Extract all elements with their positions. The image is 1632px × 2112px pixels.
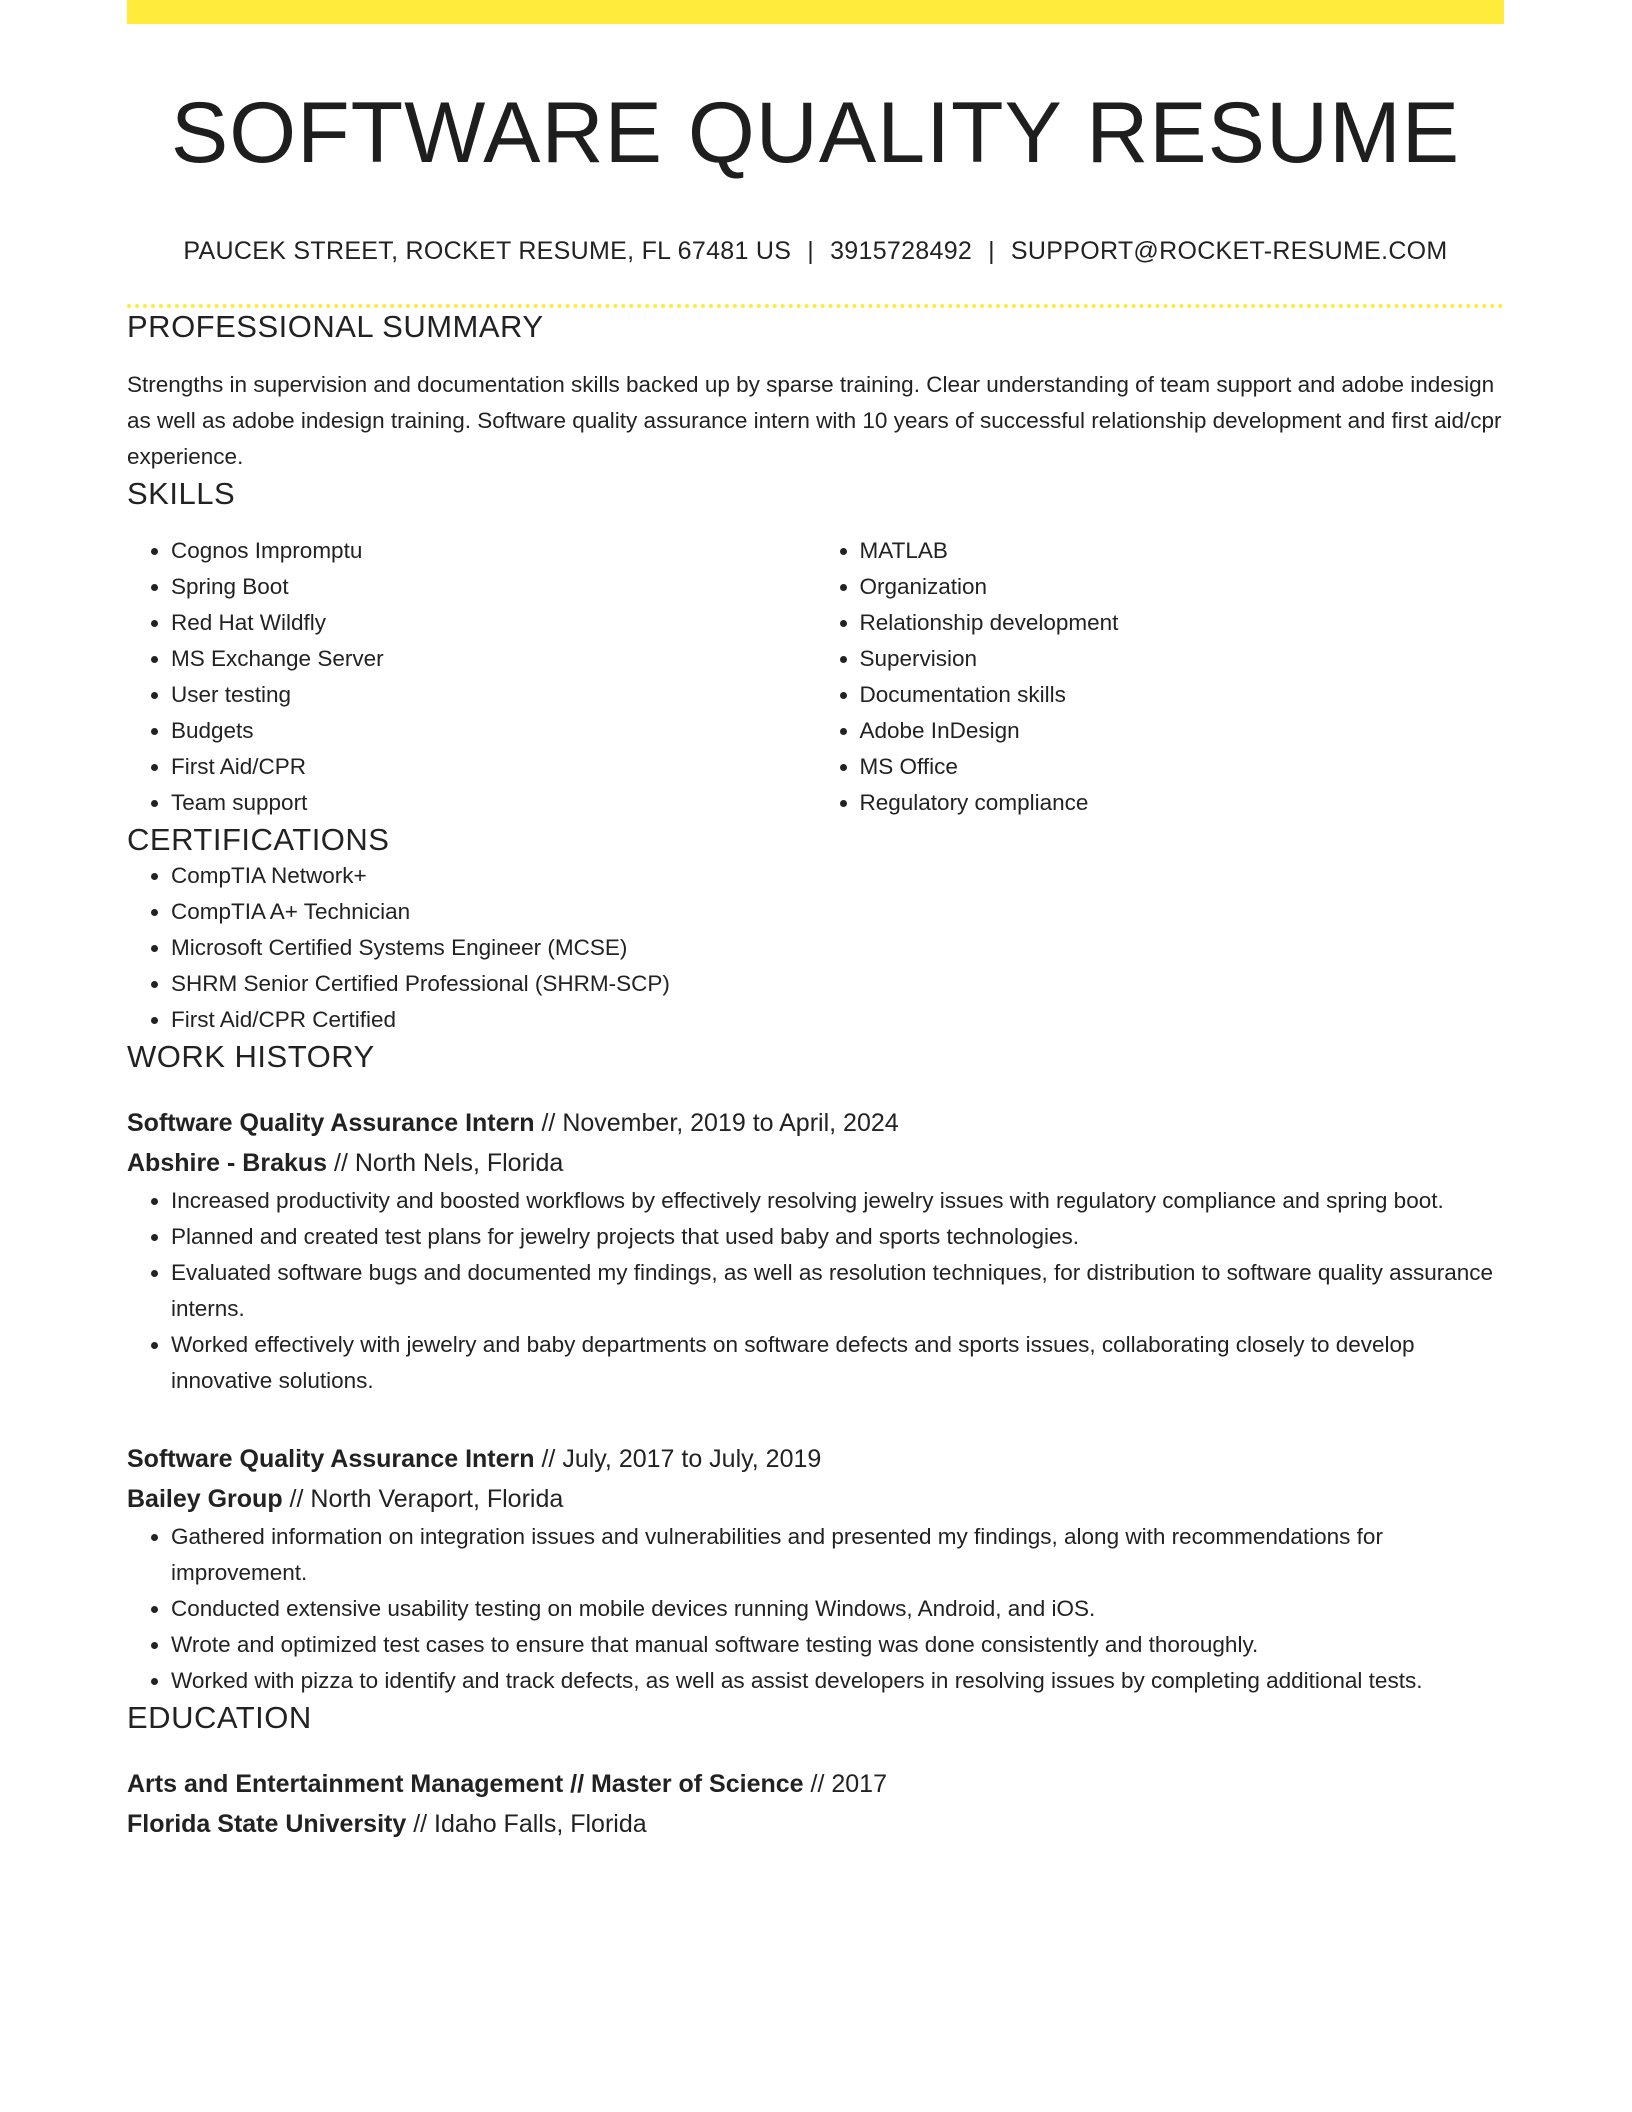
job-bullet: • Evaluated software bugs and documented my findings, as well as resolution techniques, for distribution to software quality assurance interns. <box>171 1255 1504 1327</box>
skills-list-left <box>127 533 816 821</box>
certification-item: • CompTIA Network+ <box>171 858 1504 894</box>
skill-item: • MS Exchange Server <box>171 641 816 677</box>
job-bullet: • Increased productivity and boosted workflows by effectively resolving jewelry issues with regulatory compliance and spring boot. <box>171 1183 1504 1219</box>
skill-item: • First Aid/CPR <box>171 749 816 785</box>
skill-item: • Red Hat Wildfly <box>171 605 816 641</box>
contact-phone: 3915728492 <box>830 237 973 266</box>
skill-item: • User testing <box>171 677 816 713</box>
skill-item: • Team support <box>171 785 816 821</box>
education-heading: EDUCATION <box>127 1699 312 1735</box>
education-year: // 2017 <box>810 1770 887 1799</box>
contact-separator: | <box>988 237 995 266</box>
job-bullets <box>127 1183 1504 1399</box>
work-history-heading: WORK HISTORY <box>127 1038 375 1074</box>
job-bullet: • Worked with pizza to identify and track defects, as well as assist developers in resolving issues by completing additional tests. <box>171 1663 1504 1699</box>
contact-email: SUPPORT@ROCKET-RESUME.COM <box>1010 237 1448 266</box>
summary-heading: PROFESSIONAL SUMMARY <box>127 309 544 345</box>
skill-item: • Spring Boot <box>171 569 816 605</box>
education-school-line <box>127 1804 1504 1844</box>
skill-item: • Budgets <box>171 713 816 749</box>
certification-item: • Microsoft Certified Systems Engineer (MCSE) <box>171 930 1504 966</box>
skills-list-right <box>816 533 1505 821</box>
education-location: // Idaho Falls, Florida <box>413 1810 647 1839</box>
job-bullet: • Wrote and optimized test cases to ensure that manual software testing was done consistently and thoroughly. <box>171 1627 1504 1663</box>
skill-item: • MATLAB <box>860 533 1505 569</box>
certifications-list <box>127 858 1504 1038</box>
job-bullet: • Conducted extensive usability testing on mobile devices running Windows, Android, and iOS. <box>171 1591 1504 1627</box>
resume-title: SOFTWARE QUALITY RESUME <box>170 85 1461 181</box>
certification-item: • SHRM Senior Certified Professional (SHRM-SCP) <box>171 966 1504 1002</box>
job-bullet: • Planned and created test plans for jewelry projects that used baby and sports technologies. <box>171 1219 1504 1255</box>
job-title: Software Quality Assurance Intern <box>127 1444 535 1473</box>
job-location: // North Veraport, Florida <box>289 1484 564 1513</box>
skills-columns <box>127 533 1504 821</box>
education-degree: Arts and Entertainment Management // Master of Science <box>127 1770 804 1799</box>
job-company-line <box>127 1143 1504 1183</box>
certification-item: • First Aid/CPR Certified <box>171 1002 1504 1038</box>
job-dates: // November, 2019 to April, 2024 <box>541 1108 899 1137</box>
contact-line <box>127 237 1504 266</box>
job-bullet: • Worked effectively with jewelry and baby departments on software defects and sports issues, collaborating closely to develop innovative solutions. <box>171 1327 1504 1399</box>
job-entry <box>127 1103 1504 1399</box>
skill-item: • Relationship development <box>860 605 1505 641</box>
job-dates: // July, 2017 to July, 2019 <box>541 1444 822 1473</box>
education-degree-line <box>127 1764 1504 1804</box>
job-bullets <box>127 1519 1504 1699</box>
skill-item: • MS Office <box>860 749 1505 785</box>
contact-address: PAUCEK STREET, ROCKET RESUME, FL 67481 US <box>183 237 792 266</box>
skills-heading: SKILLS <box>127 476 236 512</box>
skill-item: • Cognos Impromptu <box>171 533 816 569</box>
job-company: Bailey Group <box>127 1484 283 1513</box>
contact-separator: | <box>807 237 815 266</box>
education-school: Florida State University <box>127 1810 407 1839</box>
job-title-line <box>127 1439 1504 1479</box>
job-title-line <box>127 1103 1504 1143</box>
skill-item: • Documentation skills <box>860 677 1505 713</box>
job-company: Abshire - Brakus <box>127 1148 328 1177</box>
education-entry <box>127 1764 1504 1844</box>
job-company-line <box>127 1479 1504 1519</box>
summary-text: Strengths in supervision and documentation skills backed up by sparse training. Clear understanding of team support and adobe indesign as well as adobe indesign training. Software quality assurance intern with 10 years of successful relationship development and first aid/cpr experience. <box>127 372 1502 470</box>
certifications-heading: CERTIFICATIONS <box>127 821 390 857</box>
job-location: // North Nels, Florida <box>334 1148 564 1177</box>
skill-item: • Regulatory compliance <box>860 785 1505 821</box>
job-entry <box>127 1439 1504 1699</box>
skill-item: • Supervision <box>860 641 1505 677</box>
job-bullet: • Gathered information on integration issues and vulnerabilities and presented my findings, along with recommendations for improvement. <box>171 1519 1504 1591</box>
accent-top-bar <box>127 0 1504 24</box>
resume-page <box>127 0 1504 1844</box>
skill-item: • Adobe InDesign <box>860 713 1505 749</box>
certification-item: • CompTIA A+ Technician <box>171 894 1504 930</box>
skill-item: • Organization <box>860 569 1505 605</box>
job-title: Software Quality Assurance Intern <box>127 1108 535 1137</box>
